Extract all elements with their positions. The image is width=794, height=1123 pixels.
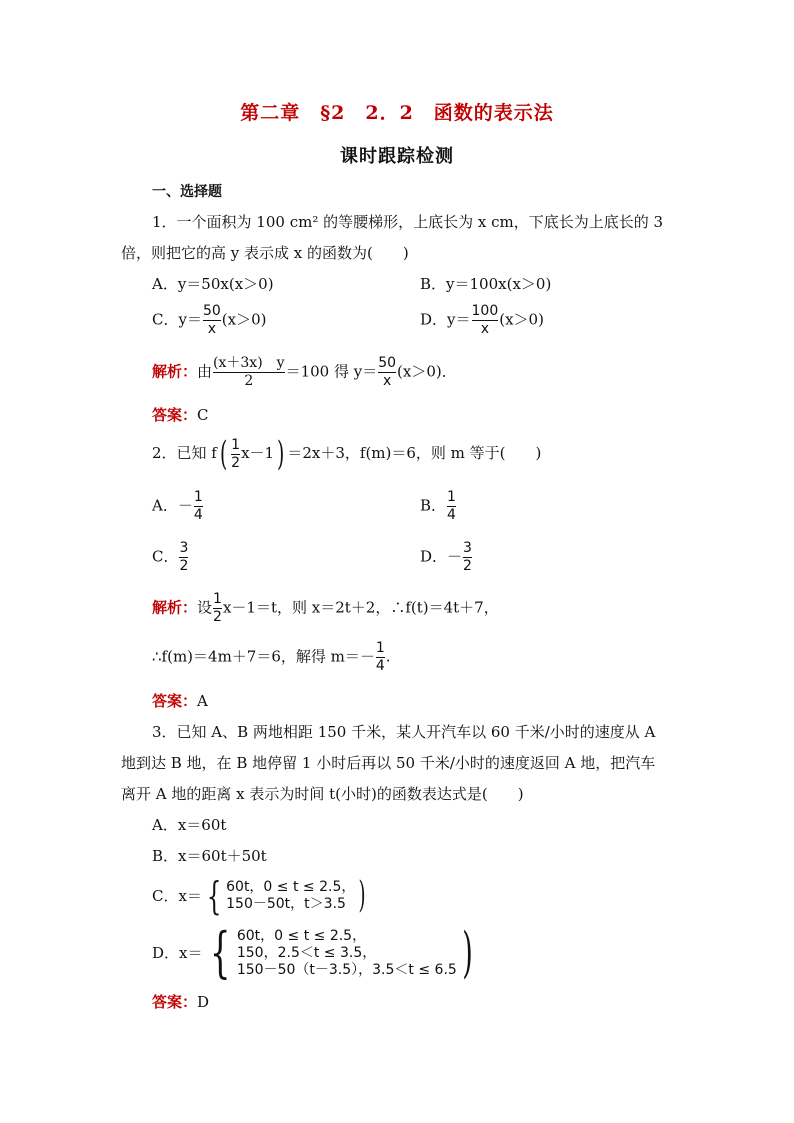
- q2-d-prefix: D．－: [420, 547, 463, 566]
- q2-a-prefix: A．－: [152, 496, 193, 515]
- q1-answer: [152, 405, 209, 425]
- q2-solution-denominator: 2: [213, 609, 222, 625]
- q2-stem: [152, 436, 541, 472]
- q2-d-fraction: [463, 540, 472, 575]
- q2-a-denominator: 4: [193, 507, 203, 523]
- q3-answer-label: 答案：: [152, 993, 198, 1011]
- q2-b-denominator: 4: [447, 507, 456, 523]
- q3-line3: 离开 A 地的距离 x 表示为时间 t(小时)的函数表达式是( ): [121, 785, 524, 803]
- q2-solution-fraction: [213, 591, 222, 626]
- q1-solution-suffix: (x＞0)．: [397, 362, 457, 381]
- q1-solution-denominator: 2: [213, 372, 285, 390]
- q2-solution2-denominator: 4: [375, 658, 385, 674]
- q2-inner: x－1: [241, 444, 275, 462]
- q3-d-right-paren: ): [462, 921, 473, 984]
- q3-c-piecewise: [226, 879, 355, 913]
- q2-suffix: ＝2x＋3，f(m)＝6，则 m 等于( ): [287, 444, 542, 462]
- q3-c-case1: 60t，0 ≤ t ≤ 2.5，: [226, 879, 356, 895]
- q2-a-fraction: [194, 489, 203, 524]
- q2-b-numerator: 1: [447, 489, 456, 505]
- q1-line2: 倍，则把它的高 y 表示成 x 的函数为( ): [121, 244, 409, 262]
- q2-numerator: 1: [231, 436, 241, 453]
- q2-answer-label: 答案：: [152, 692, 198, 710]
- q1-d-prefix: D．y＝: [420, 310, 471, 329]
- q1-c-fraction: [203, 303, 221, 338]
- q1-solution-label: 解析：: [152, 362, 198, 381]
- q2-c-fraction: [179, 540, 188, 575]
- q2-b-fraction: [447, 489, 456, 524]
- q2-solution2-prefix: ∴f(m)＝4m＋7＝6，解得 m＝－: [152, 647, 375, 666]
- q3-d-case1: 60t，0 ≤ t ≤ 2.5，: [236, 927, 367, 944]
- q1-d-fraction: [472, 303, 499, 338]
- q2-option-b: [420, 489, 457, 524]
- q2-prefix: 2．已知 f: [152, 444, 217, 462]
- q3-c-case2: 150－50t，t＞3.5: [226, 896, 346, 912]
- q2-solution-numerator: 1: [213, 591, 222, 607]
- q3-option-d: [152, 921, 478, 984]
- q1-solution: [152, 355, 457, 390]
- q2-c-prefix: C．: [152, 547, 179, 566]
- q2-solution-suffix: x－1＝t，则 x＝2t＋2，∴f(t)＝4t＋7，: [222, 598, 499, 617]
- q1-solution-fraction: [213, 355, 285, 390]
- q1-answer-value: C: [197, 406, 209, 424]
- q2-denominator: 2: [231, 454, 241, 471]
- q1-solution-numerator2: 50: [378, 355, 397, 371]
- section-heading: 一、选择题: [152, 184, 222, 200]
- q3-d-prefix: D．x＝: [152, 944, 203, 962]
- q3-option-a: A．x＝60t: [152, 816, 227, 834]
- q1-c-numerator: 50: [202, 303, 221, 319]
- q3-c-prefix: C．x＝: [152, 887, 202, 905]
- q1-d-suffix: (x＞0): [499, 310, 544, 329]
- q2-left-paren: (: [219, 434, 228, 474]
- q2-solution2-suffix: .: [385, 647, 391, 666]
- q2-option-c: [152, 540, 189, 575]
- q3-c-right-paren: ): [358, 875, 366, 916]
- q2-solution2-fraction: [376, 640, 385, 675]
- q1-solution-prefix: 由: [197, 362, 213, 381]
- q3-c-brace: {: [206, 874, 222, 918]
- q3-d-piecewise: [237, 928, 457, 979]
- q2-answer-value: A: [197, 692, 208, 710]
- q2-a-numerator: 1: [193, 489, 203, 505]
- q3-answer: [152, 992, 209, 1012]
- q1-solution-denominator2: x: [378, 372, 396, 390]
- q2-solution2-numerator: 1: [375, 640, 385, 656]
- q2-d-numerator: 3: [463, 540, 472, 556]
- q3-line2: 地到达 B 地，在 B 地停留 1 小时后再以 50 千米/小时的速度返回 A 地，把汽车: [121, 754, 656, 772]
- q1-option-d: [420, 303, 544, 338]
- q2-b-prefix: B．: [420, 496, 447, 515]
- q1-line1: 1．一个面积为 100 cm² 的等腰梯形，上底长为 x cm，下底长为上底长的 3: [152, 213, 664, 231]
- q1-solution-fraction2: [378, 355, 396, 390]
- q3-d-brace: {: [209, 921, 230, 984]
- page-title: 第二章 §2 2．2 函数的表示法: [240, 102, 554, 124]
- q2-d-denominator: 2: [463, 558, 472, 574]
- q2-solution-prefix: 设: [197, 598, 213, 617]
- q1-option-a: A．y＝50x(x＞0): [152, 275, 274, 293]
- q2-solution-label: 解析：: [152, 598, 198, 617]
- q2-right-paren: ): [277, 434, 285, 474]
- q3-option-b: B．x＝60t＋50t: [152, 847, 267, 865]
- q3-line1: 3．已知 A、B 两地相距 150 千米，某人开汽车以 60 千米/小时的速度从 A: [152, 723, 656, 741]
- q3-answer-value: D: [197, 993, 210, 1011]
- q1-d-numerator: 100: [471, 303, 499, 319]
- q3-d-case2: 150，2.5＜t ≤ 3.5，: [236, 944, 377, 961]
- q1-c-denominator: x: [203, 320, 221, 338]
- q2-c-denominator: 2: [179, 558, 189, 574]
- q1-answer-label: 答案：: [152, 406, 198, 424]
- q2-fraction: [231, 437, 240, 472]
- q3-option-c: [152, 876, 369, 916]
- q2-solution-line1: [152, 591, 499, 626]
- q3-d-case3: 150－50（t－3.5），3.5＜t ≤ 6.5: [236, 961, 457, 978]
- q1-solution-middle: ＝100 得 y＝: [285, 362, 378, 381]
- q1-solution-numerator: (x＋3x) y: [213, 355, 285, 371]
- q2-option-a: [152, 489, 204, 524]
- q1-c-suffix: (x＞0): [221, 310, 267, 329]
- q2-answer: [152, 691, 208, 711]
- q1-option-c: [152, 303, 267, 338]
- q1-option-b: B．y＝100x(x＞0): [420, 275, 552, 293]
- q2-c-numerator: 3: [179, 540, 189, 556]
- q1-c-prefix: C．y＝: [152, 310, 202, 329]
- q2-solution-line2: [152, 640, 391, 675]
- q2-option-d: [420, 540, 473, 575]
- q1-d-denominator: x: [472, 320, 499, 338]
- page-subtitle: 课时跟踪检测: [340, 146, 454, 167]
